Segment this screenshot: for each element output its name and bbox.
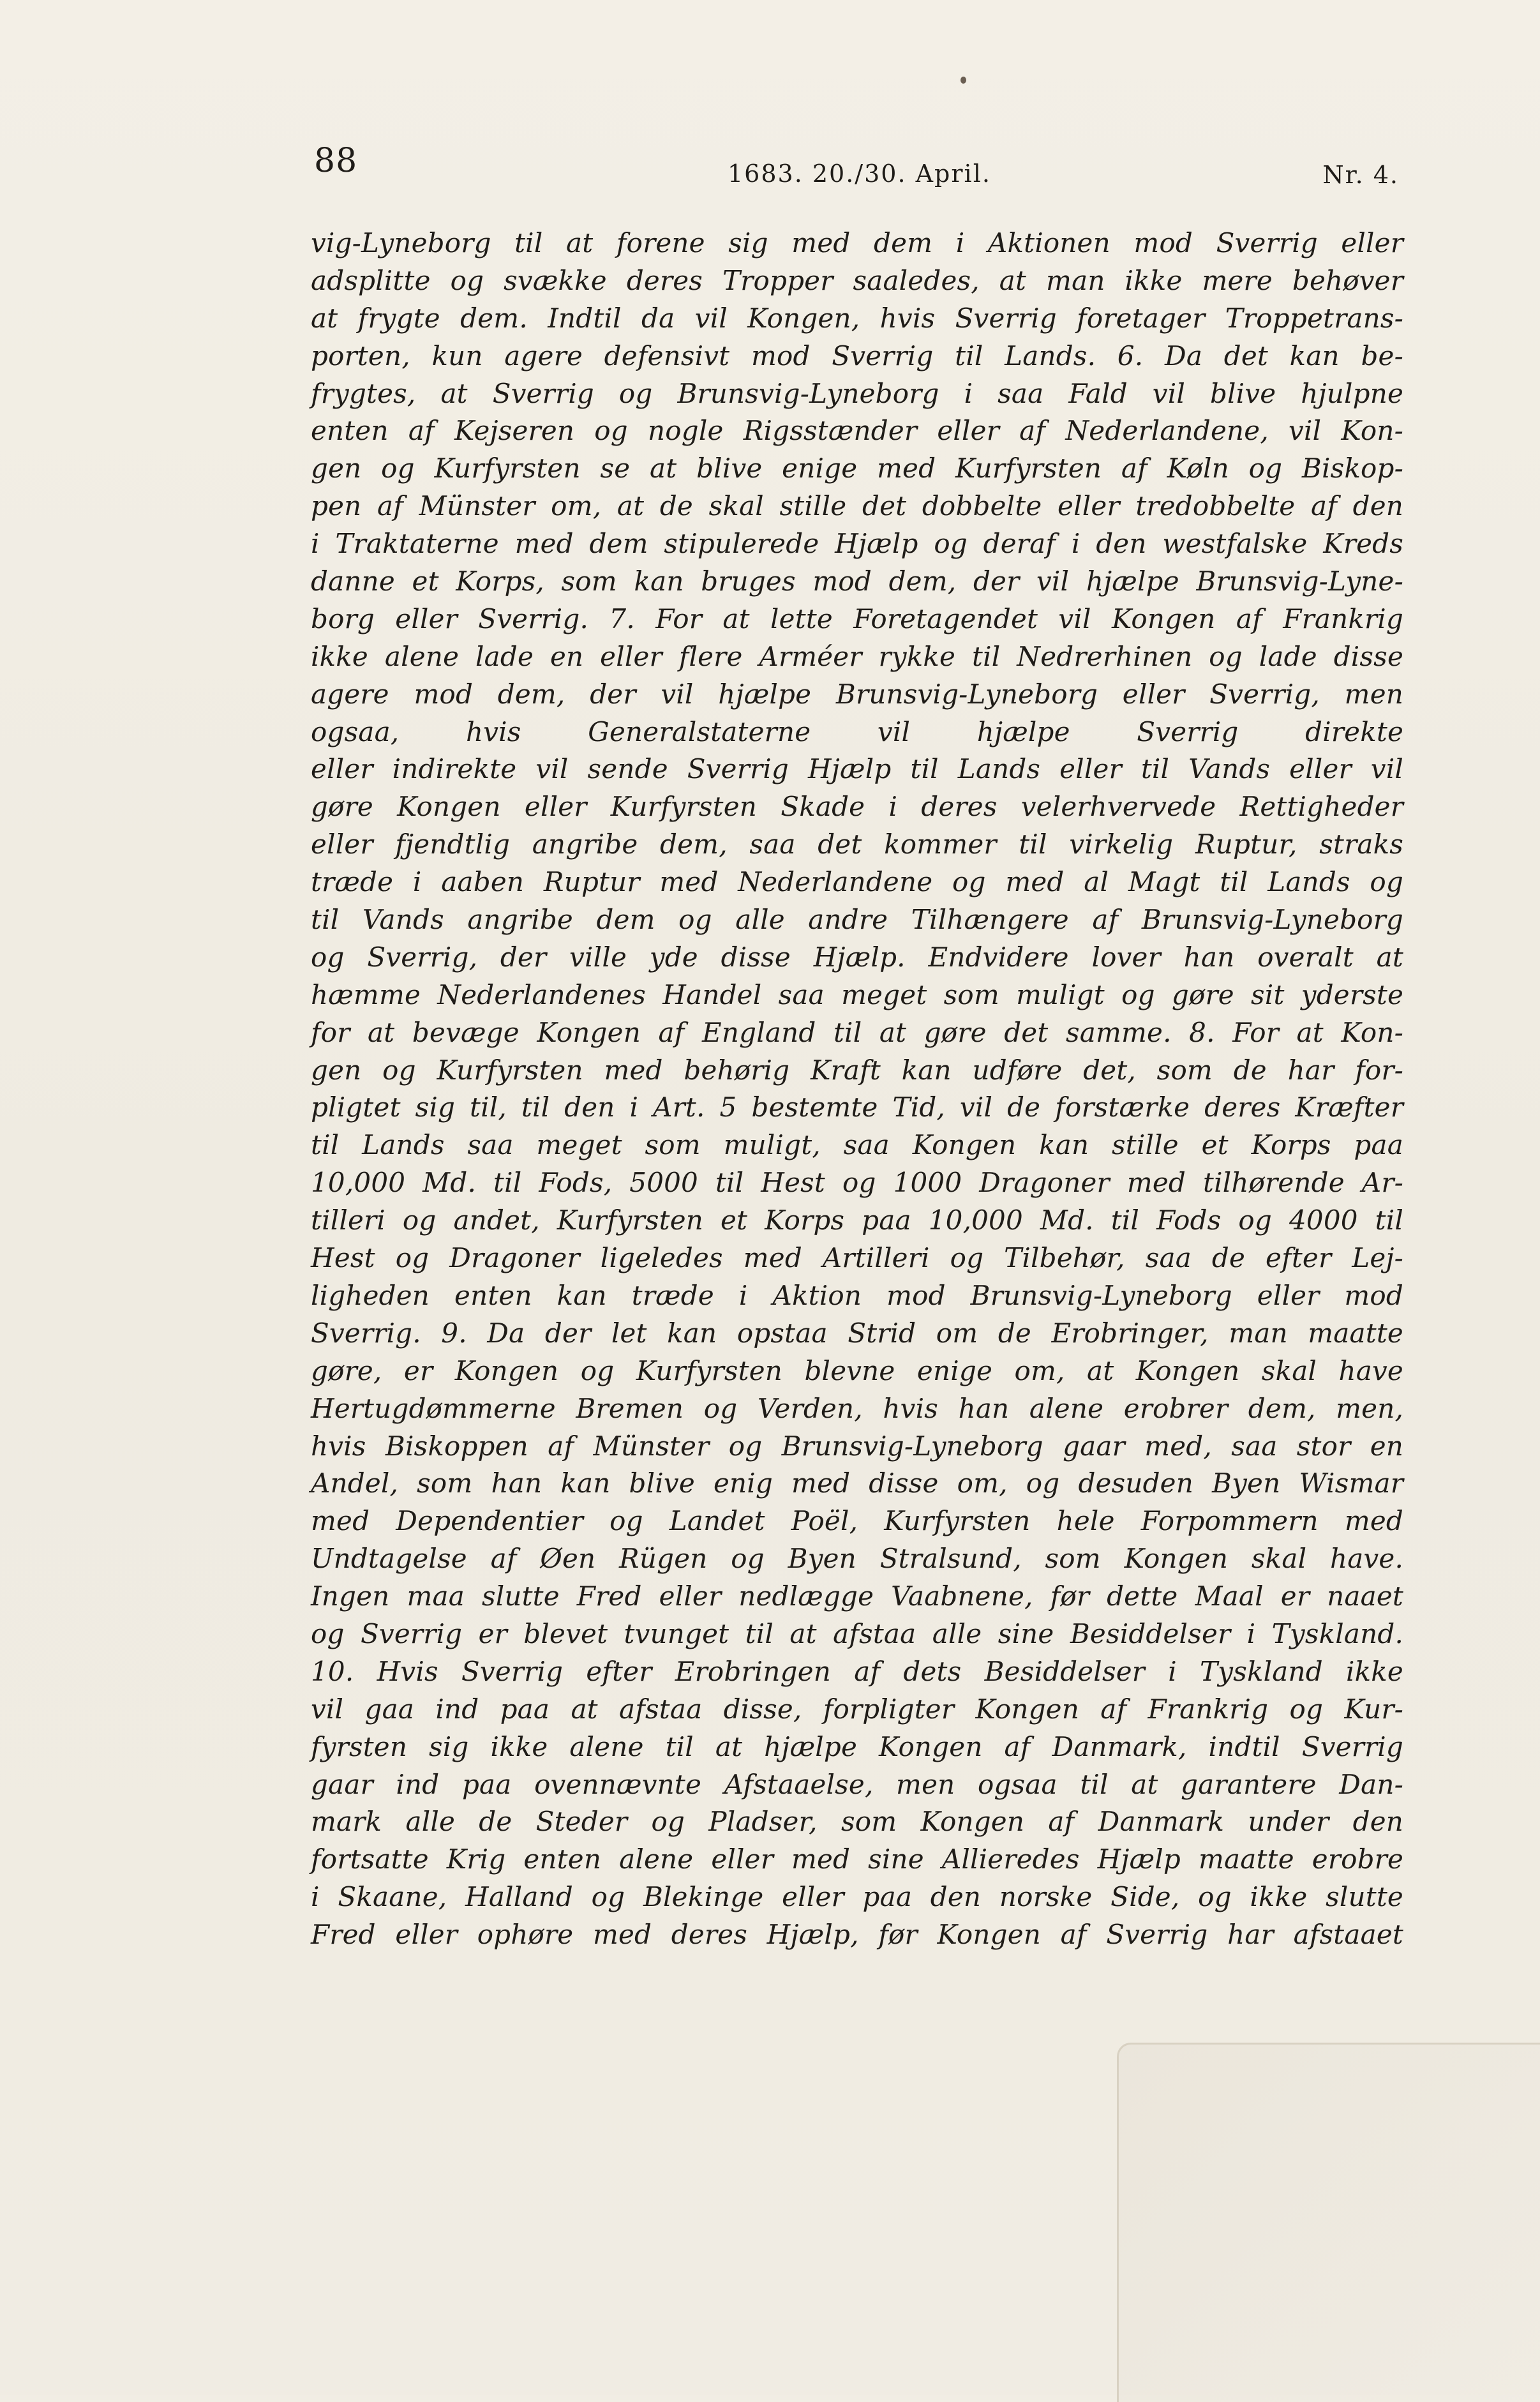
text-line: pligtet sig til, til den i Art. 5 bestemte Tid, vil de forstærke deres Kræfter [311, 1092, 1403, 1123]
text-line: frygtes, at Sverrig og Brunsvig-Lyneborg i saa Fald vil blive hjulpne [311, 377, 1403, 409]
text-line: med Dependentier og Landet Poël, Kurfyrsten hele Forpommern med [311, 1505, 1403, 1537]
text-line: til Lands saa meget som muligt, saa Kongen kan stille et Korps paa [311, 1129, 1403, 1161]
text-line: Andel, som han kan blive enig med disse om, og desuden Byen Wismar [311, 1467, 1403, 1499]
page-header [314, 142, 1399, 193]
text-line: fortsatte Krig enten alene eller med sine Allieredes Hjælp maatte erobre [311, 1843, 1403, 1875]
text-line: til Vands angribe dem og alle andre Tilhængere af Brunsvig-Lyneborg [311, 904, 1403, 936]
text-line: agere mod dem, der vil hjælpe Brunsvig-Lyneborg eller Sverrig, men [311, 678, 1403, 710]
text-line: vil gaa ind paa at afstaa disse, forpligter Kongen af Frankrig og Kur- [311, 1693, 1403, 1725]
text-line: fyrsten sig ikke alene til at hjælpe Kongen af Danmark, indtil Sverrig [311, 1730, 1403, 1762]
text-line: Fred eller ophøre med deres Hjælp, før Kongen af Sverrig har afstaaet [311, 1919, 1403, 1951]
text-line: vig-Lyneborg til at forene sig med dem i Aktionen mod Sverrig eller [311, 227, 1403, 259]
text-line: i Skaane, Halland og Blekinge eller paa den norske Side, og ikke slutte [311, 1881, 1403, 1913]
text-line: Hest og Dragoner ligeledes med Artilleri og Tilbehør, saa de efter Lej- [311, 1242, 1403, 1274]
text-line: 10. Hvis Sverrig efter Erobringen af dets Besiddelser i Tyskland ikke [311, 1655, 1403, 1687]
page-number: 88 [314, 142, 358, 180]
text-line: Undtagelse af Øen Rügen og Byen Stralsund, som Kongen skal have. [311, 1543, 1403, 1575]
text-line: porten, kun agere defensivt mod Sverrig til Lands. 6. Da det kan be- [311, 340, 1403, 372]
text-line: tilleri og andet, Kurfyrsten et Korps paa 10,000 Md. til Fods og 4000 til [311, 1205, 1403, 1236]
text-line: hæmme Nederlandenes Handel saa meget som muligt og gøre sit yderste [311, 979, 1403, 1010]
text-line: at frygte dem. Indtil da vil Kongen, hvis Sverrig foretager Troppetrans- [311, 302, 1403, 334]
text-line: ligheden enten kan træde i Aktion mod Brunsvig-Lyneborg eller mod [311, 1279, 1403, 1311]
text-line: ikke alene lade en eller flere Arméer rykke til Nedrerhinen og lade disse [311, 640, 1403, 672]
text-line: pen af Münster om, at de skal stille det dobbelte eller tredobbelte af den [311, 490, 1403, 522]
text-line: gen og Kurfyrsten med behørig Kraft kan udføre det, som de har for- [311, 1054, 1403, 1086]
text-line: gaar ind paa ovennævnte Afstaaelse, men ogsaa til at garantere Dan- [311, 1768, 1403, 1800]
header-date: 1683. 20./30. April. [728, 160, 991, 188]
text-line: gen og Kurfyrsten se at blive enige med Kurfyrsten af Køln og Biskop- [311, 453, 1403, 484]
page-fold-shadow [1117, 2043, 1540, 2402]
text-line: for at bevæge Kongen af England til at gøre det samme. 8. For at Kon- [311, 1016, 1403, 1048]
body-text [311, 225, 1403, 1954]
text-line: hvis Biskoppen af Münster og Brunsvig-Lyneborg gaar med, saa stor en [311, 1430, 1403, 1462]
text-line: eller fjendtlig angribe dem, saa det kommer til virkelig Ruptur, straks [311, 829, 1403, 860]
text-line: enten af Kejseren og nogle Rigsstænder eller af Nederlandene, vil Kon- [311, 415, 1403, 447]
header-document-number: Nr. 4. [1322, 161, 1399, 189]
text-line: Sverrig. 9. Da der let kan opstaa Strid om de Erobringer, man maatte [311, 1317, 1403, 1349]
text-line: ogsaa, hvis Generalstaterne vil hjælpe Sverrig direkte [311, 716, 1403, 747]
ink-mark [961, 77, 966, 84]
text-line: danne et Korps, som kan bruges mod dem, der vil hjælpe Brunsvig-Lyne- [311, 566, 1403, 597]
text-line: mark alle de Steder og Pladser, som Kongen af Danmark under den [311, 1806, 1403, 1838]
text-line: borg eller Sverrig. 7. For at lette Foretagendet vil Kongen af Frankrig [311, 603, 1403, 634]
text-line: adsplitte og svække deres Tropper saaledes, at man ikke mere behøver [311, 264, 1403, 296]
text-line: gøre Kongen eller Kurfyrsten Skade i deres velerhvervede Rettigheder [311, 791, 1403, 823]
text-line: og Sverrig, der ville yde disse Hjælp. Endvidere lover han overalt at [311, 941, 1403, 973]
text-line: i Traktaterne med dem stipulerede Hjælp og deraf i den westfalske Kreds [311, 528, 1403, 560]
text-line: træde i aaben Ruptur med Nederlandene og med al Magt til Lands og [311, 866, 1403, 898]
text-line: gøre, er Kongen og Kurfyrsten blevne enige om, at Kongen skal have [311, 1355, 1403, 1386]
text-line: eller indirekte vil sende Sverrig Hjælp til Lands eller til Vands eller vil [311, 753, 1403, 785]
text-line: Hertugdømmerne Bremen og Verden, hvis han alene erobrer dem, men, [311, 1392, 1403, 1424]
text-line: Ingen maa slutte Fred eller nedlægge Vaabnene, før dette Maal er naaet [311, 1580, 1403, 1612]
text-line: og Sverrig er blevet tvunget til at afstaa alle sine Besiddelser i Tyskland. [311, 1618, 1403, 1649]
text-line: 10,000 Md. til Fods, 5000 til Hest og 1000 Dragoner med tilhørende Ar- [311, 1167, 1403, 1199]
